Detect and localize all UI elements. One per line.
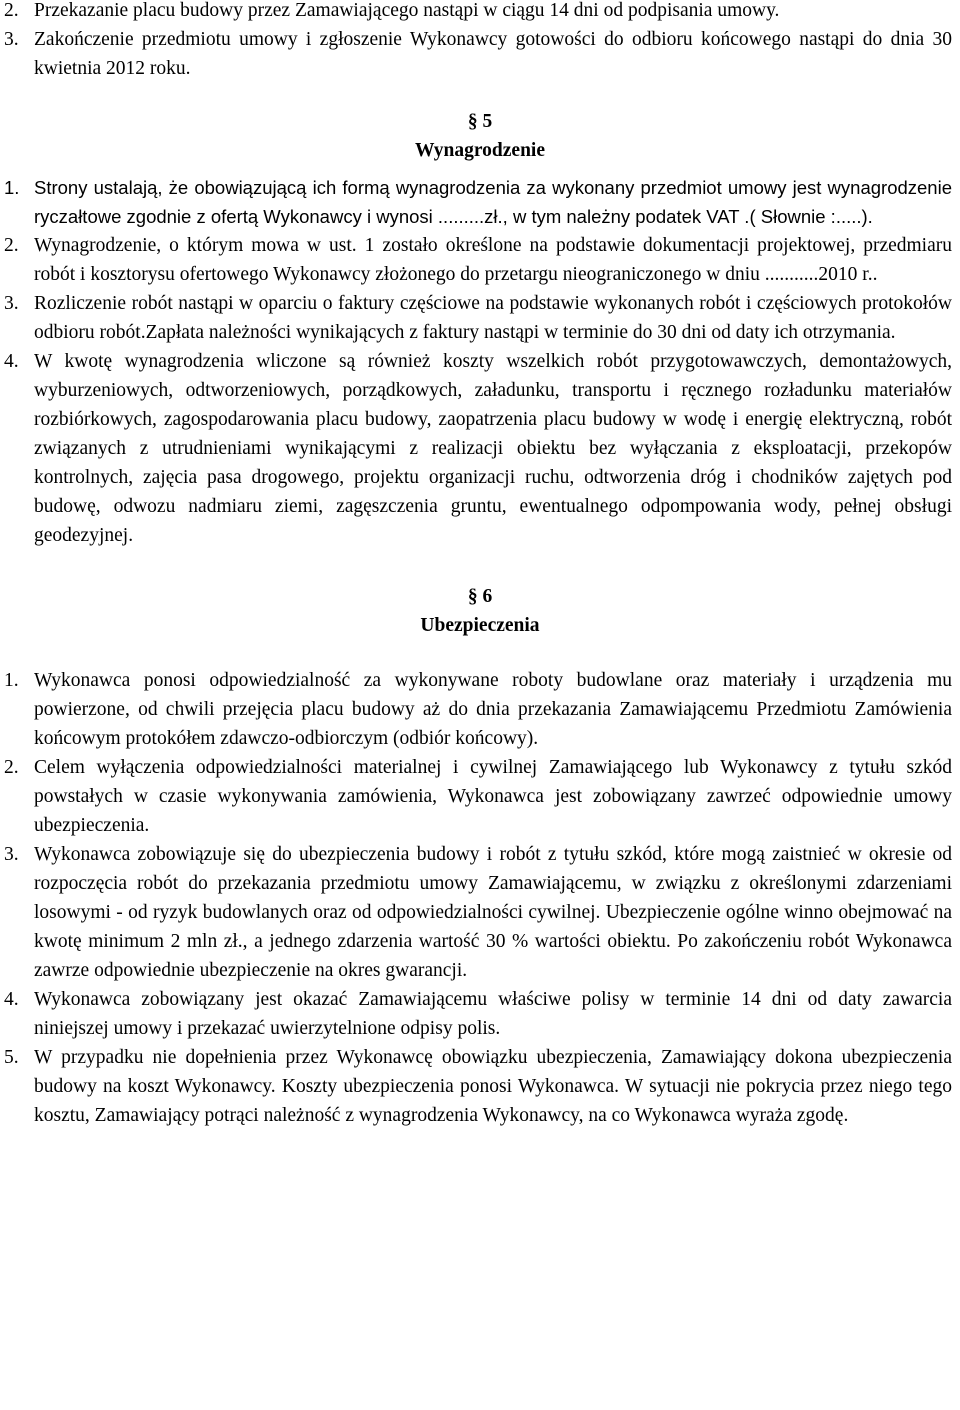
item-number: 2.	[4, 235, 19, 256]
item-text: Zakończenie przedmiotu umowy i zgłoszenie Wykonawcy gotowości do odbioru końcowego nastąpi do dnia 30 kwietnia 2012 roku.	[34, 29, 952, 79]
item-number: 4.	[4, 989, 19, 1010]
list-item	[0, 173, 960, 231]
item-number: 3.	[4, 844, 19, 865]
list-item	[0, 1043, 960, 1130]
item-text: W kwotę wynagrodzenia wliczone są również koszty wszelkich robót przygotowawczych, demontażowych, wyburzeniowych, odtworzeniowych, porządkowych, załadunku, transportu i ręcznego rozładunku materiałów rozbiórkowych, zagospodarowania placu budowy, zaopatrzenia placu budowy w wodę i energię elektryczną, robót związanych z utrudnieniami wynikającymi z realizacji obiektu bez wyłączania z eksploatacji, przekopów kontrolnych, zajęcia pasa drogowego, projektu organizacji ruchu, odtworzenia dróg i chodników zajętych pod budowę, odwozu nadmiaru ziemi, zagęszczenia gruntu, ewentualnego odpompowania wody, pełnej obsługi geodezyjnej.	[34, 351, 952, 546]
list-item	[0, 666, 960, 753]
item-text: Celem wyłączenia odpowiedzialności materialnej i cywilnej Zamawiającego lub Wykonawcy z tytułu szkód powstałych w czasie wykonywania zamówienia, Wykonawca jest zobowiązany zawrzeć odpowiednie umowy ubezpieczenia.	[34, 757, 952, 836]
item-text: Rozliczenie robót nastąpi w oparciu o faktury częściowe na podstawie wykonanych robót i częściowych protokołów odbioru robót.Zapłata należności wynikających z faktury nastąpi w terminie do 30 dni od daty ich otrzymania.	[34, 293, 952, 343]
section-heading	[0, 107, 960, 165]
list-item	[0, 840, 960, 985]
item-text: Wykonawca zobowiązany jest okazać Zamawiającemu właściwe polisy w terminie 14 dni od daty zawarcia niniejszej umowy i przekazać uwierzytelnione odpisy polis.	[34, 989, 952, 1039]
item-number: 2.	[4, 757, 19, 778]
item-text: Wykonawca zobowiązuje się do ubezpieczenia budowy i robót z tytułu szkód, które mogą zaistnieć w okresie od rozpoczęcia robót do przekazania przedmiotu umowy Zamawiającemu, w związku z określonymi zdarzeniami losowymi - od ryzyk budowlanych oraz od odpowiedzialności cywilnej. Ubezpieczenie ogólne winno obejmować na kwotę minimum 2 mln zł., a jednego zdarzenia wartość 30 % wartości obiektu. Po zakończeniu robót Wykonawca zawrze odpowiednie ubezpieczenie na okres gwarancji.	[34, 844, 952, 981]
item-number: 5.	[4, 1047, 19, 1068]
item-number: 2.	[4, 0, 19, 21]
list-item	[0, 347, 960, 550]
list-item	[0, 289, 960, 347]
item-number: 3.	[4, 293, 19, 314]
item-text: Strony ustalają, że obowiązującą ich formą wynagrodzenia za wykonany przedmiot umowy jest wynagrodzenie ryczałtowe zgodnie z ofertą Wykonawcy i wynosi .........zł., w tym należny podatek VAT .( Słownie :.....).	[34, 177, 952, 227]
list-item	[0, 985, 960, 1043]
item-number: 3.	[4, 29, 19, 50]
section-title: Ubezpieczenia	[420, 615, 540, 636]
section-number: § 5	[467, 111, 493, 132]
section-title: Wynagrodzenie	[415, 140, 545, 161]
item-number: 1.	[4, 177, 20, 198]
item-text: W przypadku nie dopełnienia przez Wykonawcę obowiązku ubezpieczenia, Zamawiający dokona ubezpieczenia budowy na koszt Wykonawcy. Koszty ubezpieczenia ponosi Wykonawca. W sytuacji nie pokrycia przez niego tego kosztu, Zamawiający potrąci należność z wynagrodzenia Wykonawcy, na co Wykonawca wyraża zgodę.	[34, 1047, 952, 1126]
section-heading	[0, 582, 960, 640]
list-item	[0, 753, 960, 840]
item-text: Wykonawca ponosi odpowiedzialność za wykonywane roboty budowlane oraz materiały i urządzenia mu powierzone, od chwili przejęcia placu budowy aż do dnia przekazania Zamawiającemu Przedmiotu Zamówienia końcowym protokółem zdawczo-odbiorczym (odbiór końcowy).	[34, 670, 952, 749]
list-item	[0, 25, 960, 83]
section-number: § 6	[467, 586, 493, 607]
item-text: Wynagrodzenie, o którym mowa w ust. 1 zostało określone na podstawie dokumentacji projektowej, przedmiaru robót i kosztorysu ofertowego Wykonawcy złożonego do przetargu nieograniczonego w dniu ...........2010 r..	[34, 235, 952, 285]
item-text: Przekazanie placu budowy przez Zamawiającego nastąpi w ciągu 14 dni od podpisania umowy.	[34, 0, 780, 21]
list-item	[0, 231, 960, 289]
item-number: 4.	[4, 351, 19, 372]
item-number: 1.	[4, 670, 19, 691]
list-item	[0, 0, 960, 25]
